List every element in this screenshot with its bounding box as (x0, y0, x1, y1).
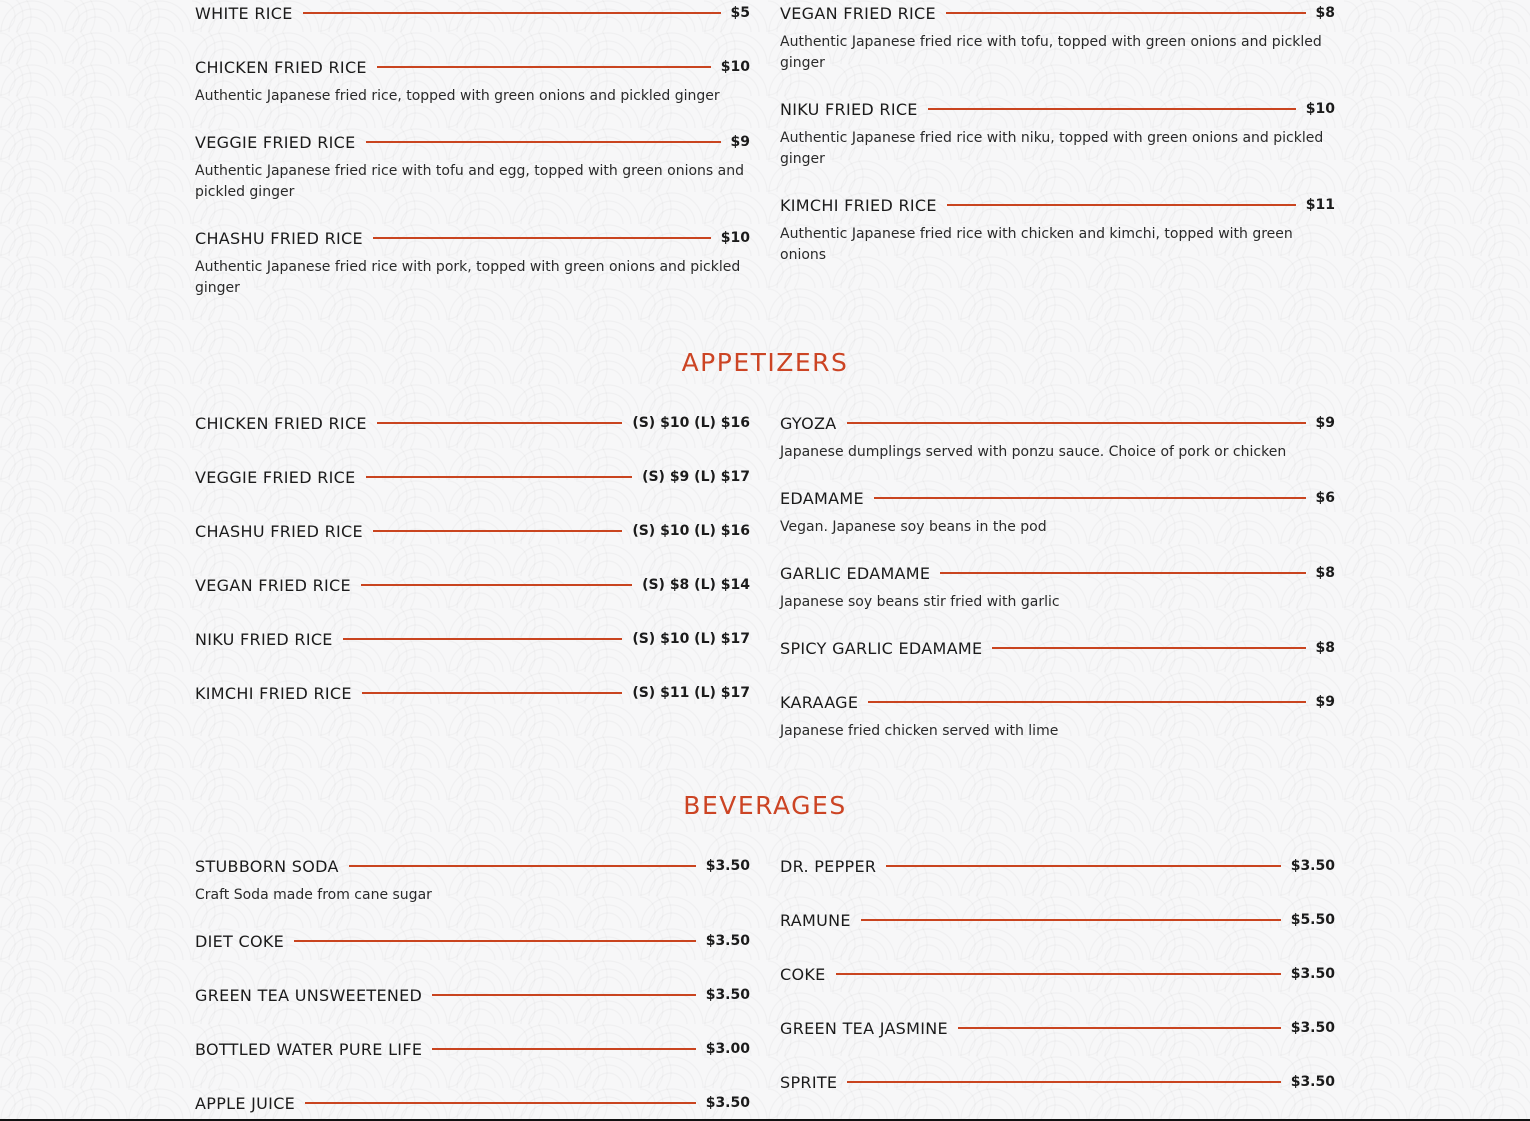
menu-item (780, 1015, 1335, 1041)
item-name: VEGAN FRIED RICE (780, 3, 936, 23)
item-price: $8 (1315, 5, 1335, 21)
item-price: (S) $9 (L) $17 (642, 469, 750, 485)
item-price: (S) $10 (L) $16 (632, 415, 750, 431)
leader-line (958, 1027, 1281, 1029)
item-price: $5 (730, 5, 750, 21)
menu-item (780, 410, 1335, 463)
leader-line (294, 940, 696, 942)
item-name: DR. PEPPER (780, 856, 877, 876)
leader-line (366, 476, 633, 478)
menu-item (195, 982, 750, 1008)
menu-item (780, 485, 1335, 538)
item-name: CHICKEN FRIED RICE (195, 57, 367, 77)
leader-line (373, 237, 711, 239)
menu-item (195, 853, 750, 906)
item-name: SPICY GARLIC EDAMAME (780, 638, 983, 658)
item-price: $8 (1315, 640, 1335, 656)
item-name: APPLE JUICE (195, 1093, 296, 1113)
leader-line (836, 973, 1281, 975)
leader-line (343, 638, 623, 640)
menu-item (195, 0, 750, 26)
item-description: Vegan. Japanese soy beans in the pod (780, 519, 1047, 535)
item-name: SPRITE (780, 1072, 838, 1092)
item-name: KIMCHI FRIED RICE (780, 195, 937, 215)
item-price: $10 (1305, 101, 1335, 117)
menu-item (780, 192, 1335, 266)
leader-line (432, 994, 696, 996)
item-name: GREEN TEA UNSWEETENED (195, 985, 423, 1005)
item-name: COKE (780, 964, 826, 984)
item-price: $3.50 (1290, 1074, 1335, 1090)
menu-item (195, 410, 750, 436)
leader-line (362, 692, 623, 694)
leader-line (377, 66, 711, 68)
leader-line (432, 1048, 695, 1050)
menu-item (195, 464, 750, 490)
menu-item (780, 689, 1335, 742)
menu-item (195, 1036, 750, 1062)
item-name: DIET COKE (195, 931, 285, 951)
item-name: VEGGIE FRIED RICE (195, 467, 356, 487)
menu-item (780, 853, 1335, 879)
item-price: $5.50 (1290, 912, 1335, 928)
item-name: GARLIC EDAMAME (780, 563, 931, 583)
leader-line (349, 865, 696, 867)
menu-item (780, 1069, 1335, 1095)
item-name: KARAAGE (780, 692, 859, 712)
menu-item (780, 635, 1335, 661)
leader-line (886, 865, 1280, 867)
item-name: CHASHU FRIED RICE (195, 521, 363, 541)
menu-item (780, 96, 1335, 170)
item-price: $3.50 (705, 1095, 750, 1111)
leader-line (847, 1081, 1280, 1083)
item-price: $3.50 (1290, 1020, 1335, 1036)
menu-item (195, 626, 750, 652)
leader-line (992, 647, 1305, 649)
item-name: VEGAN FRIED RICE (195, 575, 351, 595)
menu-item (780, 907, 1335, 933)
leader-line (377, 422, 623, 424)
item-description: Authentic Japanese fried rice with tofu and egg, topped with green onions and pickled ginger (195, 163, 744, 200)
item-name: KIMCHI FRIED RICE (195, 683, 352, 703)
section-title-beverages: BEVERAGES (683, 791, 847, 820)
item-name: CHICKEN FRIED RICE (195, 413, 367, 433)
leader-line (861, 919, 1281, 921)
item-description: Authentic Japanese fried rice with pork, topped with green onions and pickled ginger (195, 259, 741, 296)
item-price: $6 (1315, 490, 1335, 506)
menu-item (195, 1090, 750, 1116)
item-price: $3.50 (705, 858, 750, 874)
item-name: NIKU FRIED RICE (780, 99, 918, 119)
leader-line (303, 12, 721, 14)
item-price: $8 (1315, 565, 1335, 581)
item-description: Authentic Japanese fried rice with tofu, topped with green onions and pickled ginger (780, 34, 1322, 71)
item-price: $3.00 (705, 1041, 750, 1057)
item-name: EDAMAME (780, 488, 864, 508)
item-name: RAMUNE (780, 910, 851, 930)
item-price: (S) $8 (L) $14 (642, 577, 750, 593)
item-price: $9 (1315, 415, 1335, 431)
item-price: (S) $10 (L) $16 (632, 523, 750, 539)
section-title-appetizers: APPETIZERS (681, 348, 849, 377)
item-description: Authentic Japanese fried rice with niku, topped with green onions and pickled ginger (780, 130, 1324, 167)
item-price: $3.50 (705, 933, 750, 949)
item-description: Japanese fried chicken served with lime (780, 723, 1059, 739)
item-price: $3.50 (1290, 966, 1335, 982)
item-price: (S) $10 (L) $17 (632, 631, 750, 647)
item-name: NIKU FRIED RICE (195, 629, 333, 649)
item-description: Japanese soy beans stir fried with garlic (780, 594, 1060, 610)
menu-item (195, 680, 750, 706)
leader-line (868, 701, 1305, 703)
item-price: $9 (730, 134, 750, 150)
menu-item (195, 54, 750, 107)
item-name: VEGGIE FRIED RICE (195, 132, 356, 152)
item-description: Craft Soda made from cane sugar (195, 887, 432, 903)
leader-line (947, 204, 1296, 206)
menu-item (195, 572, 750, 598)
item-price: $10 (720, 230, 750, 246)
item-name: BOTTLED WATER PURE LIFE (195, 1039, 423, 1059)
item-price: (S) $11 (L) $17 (632, 685, 750, 701)
item-name: WHITE RICE (195, 3, 293, 23)
menu-item (780, 0, 1335, 74)
item-price: $3.50 (705, 987, 750, 1003)
item-name: GREEN TEA JASMINE (780, 1018, 948, 1038)
item-name: GYOZA (780, 413, 837, 433)
menu-item (195, 129, 750, 203)
leader-line (305, 1102, 696, 1104)
menu-item (780, 560, 1335, 613)
menu-item (195, 518, 750, 544)
item-price: $9 (1315, 694, 1335, 710)
leader-line (361, 584, 632, 586)
leader-line (946, 12, 1306, 14)
menu-item (780, 961, 1335, 987)
item-description: Authentic Japanese fried rice with chicken and kimchi, topped with green onions (780, 226, 1293, 263)
leader-line (373, 530, 622, 532)
menu-item (195, 928, 750, 954)
item-price: $11 (1305, 197, 1335, 213)
item-description: Japanese dumplings served with ponzu sauce. Choice of pork or chicken (780, 444, 1287, 460)
leader-line (847, 422, 1306, 424)
item-name: STUBBORN SODA (195, 856, 339, 876)
leader-line (928, 108, 1296, 110)
item-price: $3.50 (1290, 858, 1335, 874)
leader-line (366, 141, 721, 143)
leader-line (940, 572, 1305, 574)
menu-item (195, 225, 750, 299)
item-description: Authentic Japanese fried rice, topped with green onions and pickled ginger (195, 88, 720, 104)
item-price: $10 (720, 59, 750, 75)
item-name: CHASHU FRIED RICE (195, 228, 363, 248)
leader-line (874, 497, 1306, 499)
